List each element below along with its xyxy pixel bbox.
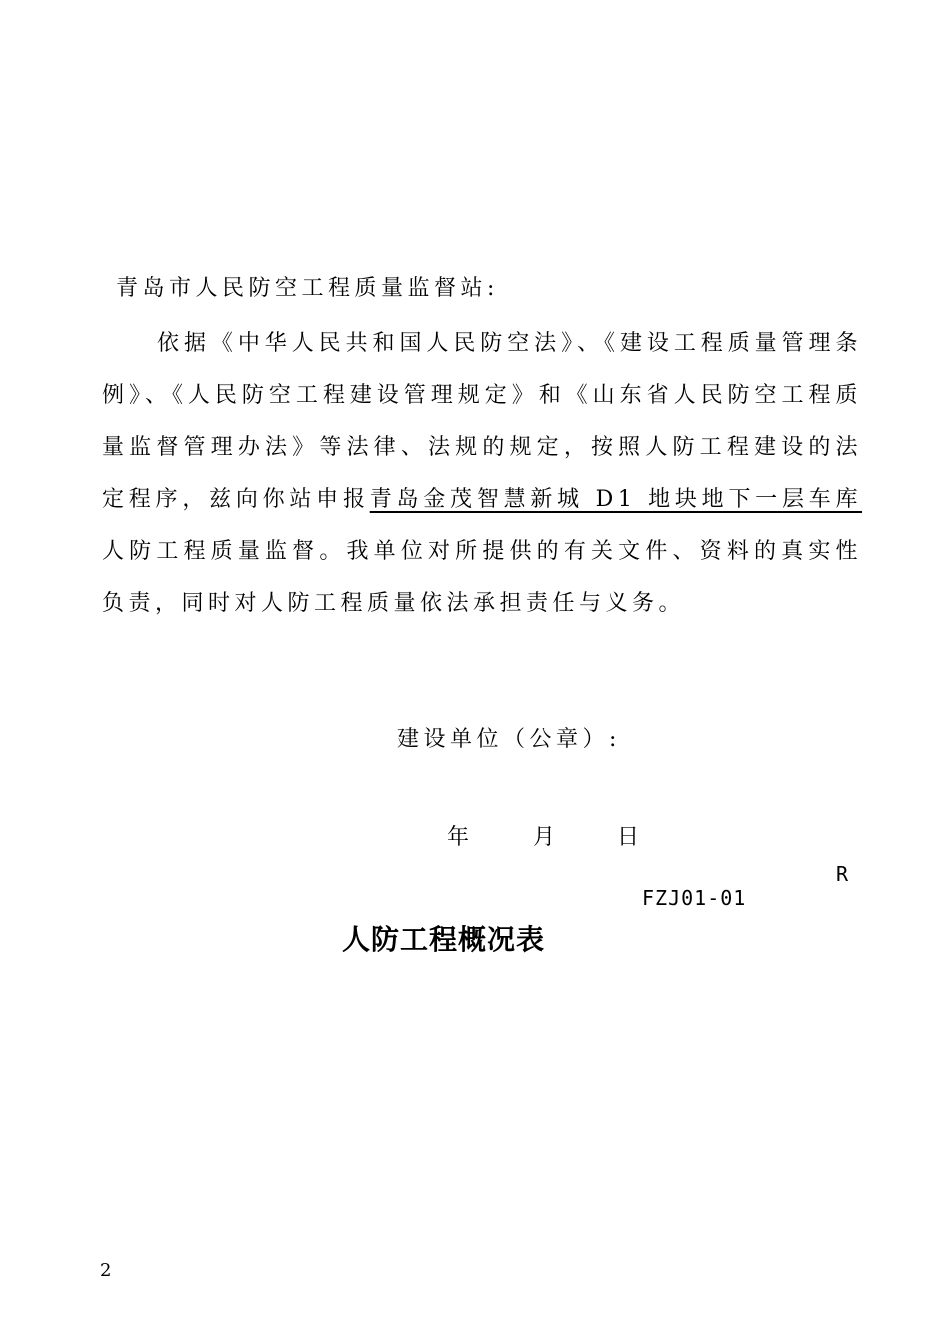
- signature-label: 建设单位（公章）:: [397, 727, 621, 752]
- addressee: 青岛市人民防空工程质量监督站:: [116, 276, 499, 301]
- project-name: 青岛金茂智慧新城 D1 地块地下一层车库: [369, 487, 862, 512]
- letter-body: [102, 318, 862, 630]
- form-code: FZJ01-01: [642, 886, 747, 910]
- body-text-before: 依据《中华人民共和国人民防空法》、《建设工程质量管理条例》、《人民防空工程建设管理规定》和《山东省人民防空工程质量监督管理办法》等法律、法规的规定，按照人防工程建设的法定程序，兹向你站申报: [102, 331, 862, 512]
- form-title: 人防工程概况表: [342, 923, 546, 956]
- body-text-after: 人防工程质量监督。我单位对所提供的有关文件、资料的真实性负责，同时对人防工程质量依法承担责任与义务。: [102, 539, 862, 616]
- page-number: 2: [100, 1260, 112, 1281]
- date-month: 月: [533, 825, 556, 850]
- form-mark: R: [836, 862, 849, 886]
- date-day: 日: [617, 825, 640, 850]
- date-year: 年: [447, 825, 470, 850]
